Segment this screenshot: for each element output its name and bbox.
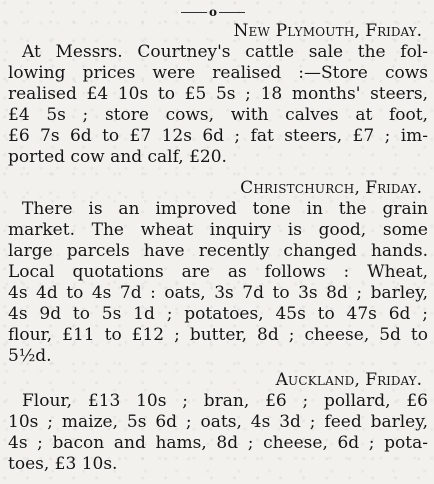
auckland-day: , Friday.	[354, 370, 422, 390]
new-plymouth-report	[8, 21, 428, 168]
new-plymouth-line-6: ported cow and calf, £20.	[8, 147, 227, 167]
new-plymouth-line-1: At Messrs. Courtney's cattle sale the fol-	[22, 42, 428, 62]
christchurch-line-3: large parcels have recently changed hands.	[8, 241, 428, 261]
christchurch-dateline	[8, 178, 428, 199]
auckland-line-4: toes, £3 10s.	[8, 454, 118, 474]
christchurch-line-7: flour, £11 to £12 ; butter, 8d ; cheese, 5d to	[8, 325, 428, 345]
auckland-dateline	[8, 370, 428, 391]
christchurch-line-6: 4s 9d to 5s 1d ; potatoes, 45s to 47s 6d ;	[8, 304, 428, 324]
christchurch-place: Christchurch	[240, 178, 355, 198]
new-plymouth-line-3: realised £4 10s to £5 5s ; 18 months' steers,	[8, 84, 428, 104]
christchurch-line-1: There is an improved tone in the grain	[22, 199, 428, 219]
auckland-line-1: Flour, £13 10s ; bran, £6 ; pollard, £6	[22, 391, 428, 411]
christchurch-line-4: Local quotations are as follows : Wheat,	[8, 262, 428, 282]
auckland-report	[8, 370, 428, 475]
christchurch-line-8: 5½d.	[8, 346, 52, 366]
new-plymouth-dateline	[8, 21, 428, 42]
new-plymouth-line-5: £6 7s 6d to £7 12s 6d ; fat steers, £7 ; im-	[8, 126, 428, 146]
auckland-line-2: 10s ; maize, 5s 6d ; oats, 4s 3d ; feed barley,	[8, 412, 428, 432]
christchurch-line-2: market. The wheat inquiry is good, some	[8, 220, 428, 240]
new-plymouth-place: New Plymouth	[233, 21, 355, 41]
christchurch-report	[8, 178, 428, 367]
christchurch-day: , Friday.	[354, 178, 422, 198]
new-plymouth-line-2: lowing prices were realised :—Store cows	[8, 63, 428, 83]
auckland-line-3: 4s ; bacon and hams, 8d ; cheese, 6d ; pota-	[8, 433, 428, 453]
new-plymouth-line-4: £4 5s ; store cows, with calves at foot,	[8, 105, 428, 125]
christchurch-line-5: 4s 4d to 4s 7d : oats, 3s 7d to 3s 8d ; barley,	[8, 283, 428, 303]
auckland-place: Auckland	[275, 370, 355, 390]
new-plymouth-day: , Friday.	[354, 21, 422, 41]
section-separator: o	[181, 6, 245, 18]
